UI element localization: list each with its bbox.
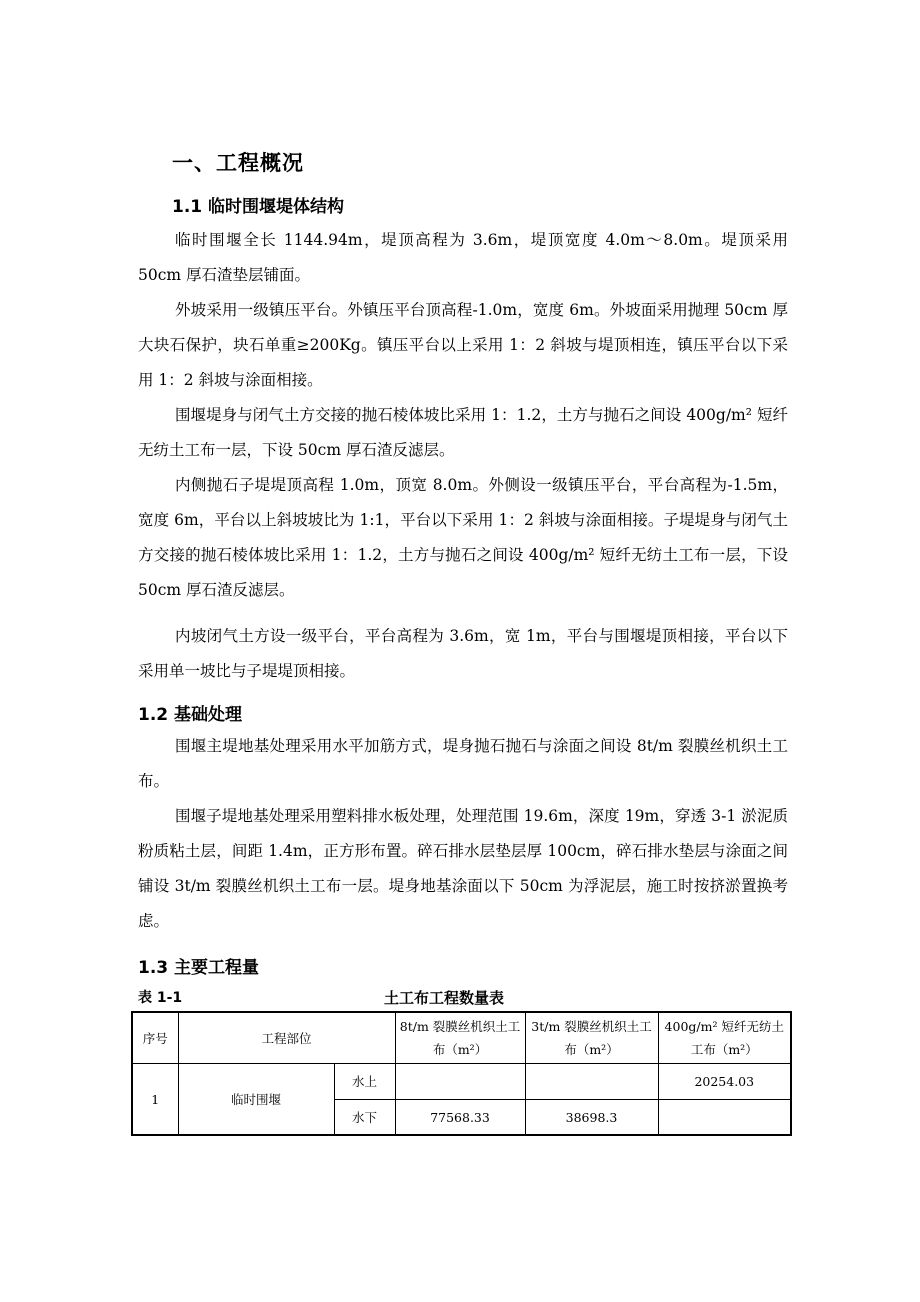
table-cell: 38698.3 xyxy=(525,1100,658,1136)
paragraph: 围堰堤身与闭气土方交接的抛石棱体坡比采用 1：1.2，土方与抛石之间设 400g/m² 短纤无纺土工布一层，下设 50cm 厚石渣反滤层。 xyxy=(138,406,788,459)
section-heading: 一、工程概况 xyxy=(172,151,304,175)
table-cell: 水上 xyxy=(334,1064,395,1100)
paragraph: 围堰主堤地基处理采用水平加筋方式，堤身抛石抛石与涂面之间设 8t/m 裂膜丝机织土工布。 xyxy=(138,737,788,790)
table-row xyxy=(132,1064,791,1100)
paragraph: 围堰子堤地基处理采用塑料排水板处理，处理范围 19.6m，深度 19m，穿透 3-1 淤泥质粉质粘土层，间距 1.4m，正方形布置。碎石排水层垫层厚 100cm，碎石排水垫层与涂面之间铺设 3t/m 裂膜丝机织土工布一层。堤身地基涂面以下 50cm 为浮泥层，施工时按挤淤置换考虑。 xyxy=(138,807,788,930)
header-cell: 3t/m 裂膜丝机织土工布（m²） xyxy=(525,1012,658,1064)
table-cell xyxy=(658,1100,791,1136)
table-cell: 水下 xyxy=(334,1100,395,1136)
paragraph: 外坡采用一级镇压平台。外镇压平台顶高程-1.0m，宽度 6m。外坡面采用抛理 50cm 厚大块石保护，块石单重≥200Kg。镇压平台以上采用 1：2 斜坡与堤顶相连，镇压平台以下采用 1：2 斜坡与涂面相接。 xyxy=(138,301,788,389)
header-cell: 400g/m² 短纤无纺土工布（m²） xyxy=(658,1012,791,1064)
subsection-title-1-3: 1.3 主要工程量 xyxy=(138,958,260,978)
paragraph: 内侧抛石子堤堤顶高程 1.0m，顶宽 8.0m。外侧设一级镇压平台，平台高程为-1.5m，宽度 6m，平台以上斜坡坡比为 1:1，平台以下采用 1：2 斜坡与涂面相接。子堤堤身与闭气土方交接的抛石棱体坡比采用 1：1.2，土方与抛石之间设 400g/m² 短纤无纺土工布一层，下设 50cm 厚石渣反滤层。 xyxy=(138,476,788,599)
header-cell: 8t/m 裂膜丝机织土工布（m²） xyxy=(395,1012,525,1064)
table-cell: 20254.03 xyxy=(658,1064,791,1100)
header-cell: 序号 xyxy=(132,1012,178,1064)
table-cell: 77568.33 xyxy=(395,1100,525,1136)
paragraph: 内坡闭气土方设一级平台，平台高程为 3.6m，宽 1m，平台与围堰堤顶相接，平台以下采用单一坡比与子堤堤顶相接。 xyxy=(138,627,788,680)
table-header-row xyxy=(132,1012,791,1064)
table-cell: 临时围堰 xyxy=(178,1064,334,1136)
table-cell: 1 xyxy=(132,1064,178,1136)
table-label: 表 1-1 xyxy=(138,990,183,1006)
table-title: 土工布工程数量表 xyxy=(384,989,505,1007)
subsection-title-1-2: 1.2 基础处理 xyxy=(138,705,243,725)
header-cell: 工程部位 xyxy=(178,1012,395,1064)
subsection-title-1-1: 1.1 临时围堰堤体结构 xyxy=(172,197,345,217)
quantity-table xyxy=(131,1011,792,1136)
table-cell xyxy=(395,1064,525,1100)
table-cell xyxy=(525,1064,658,1100)
paragraph: 临时围堰全长 1144.94m，堤顶高程为 3.6m，堤顶宽度 4.0m～8.0m。堤顶采用 50cm 厚石渣垫层铺面。 xyxy=(138,231,788,284)
